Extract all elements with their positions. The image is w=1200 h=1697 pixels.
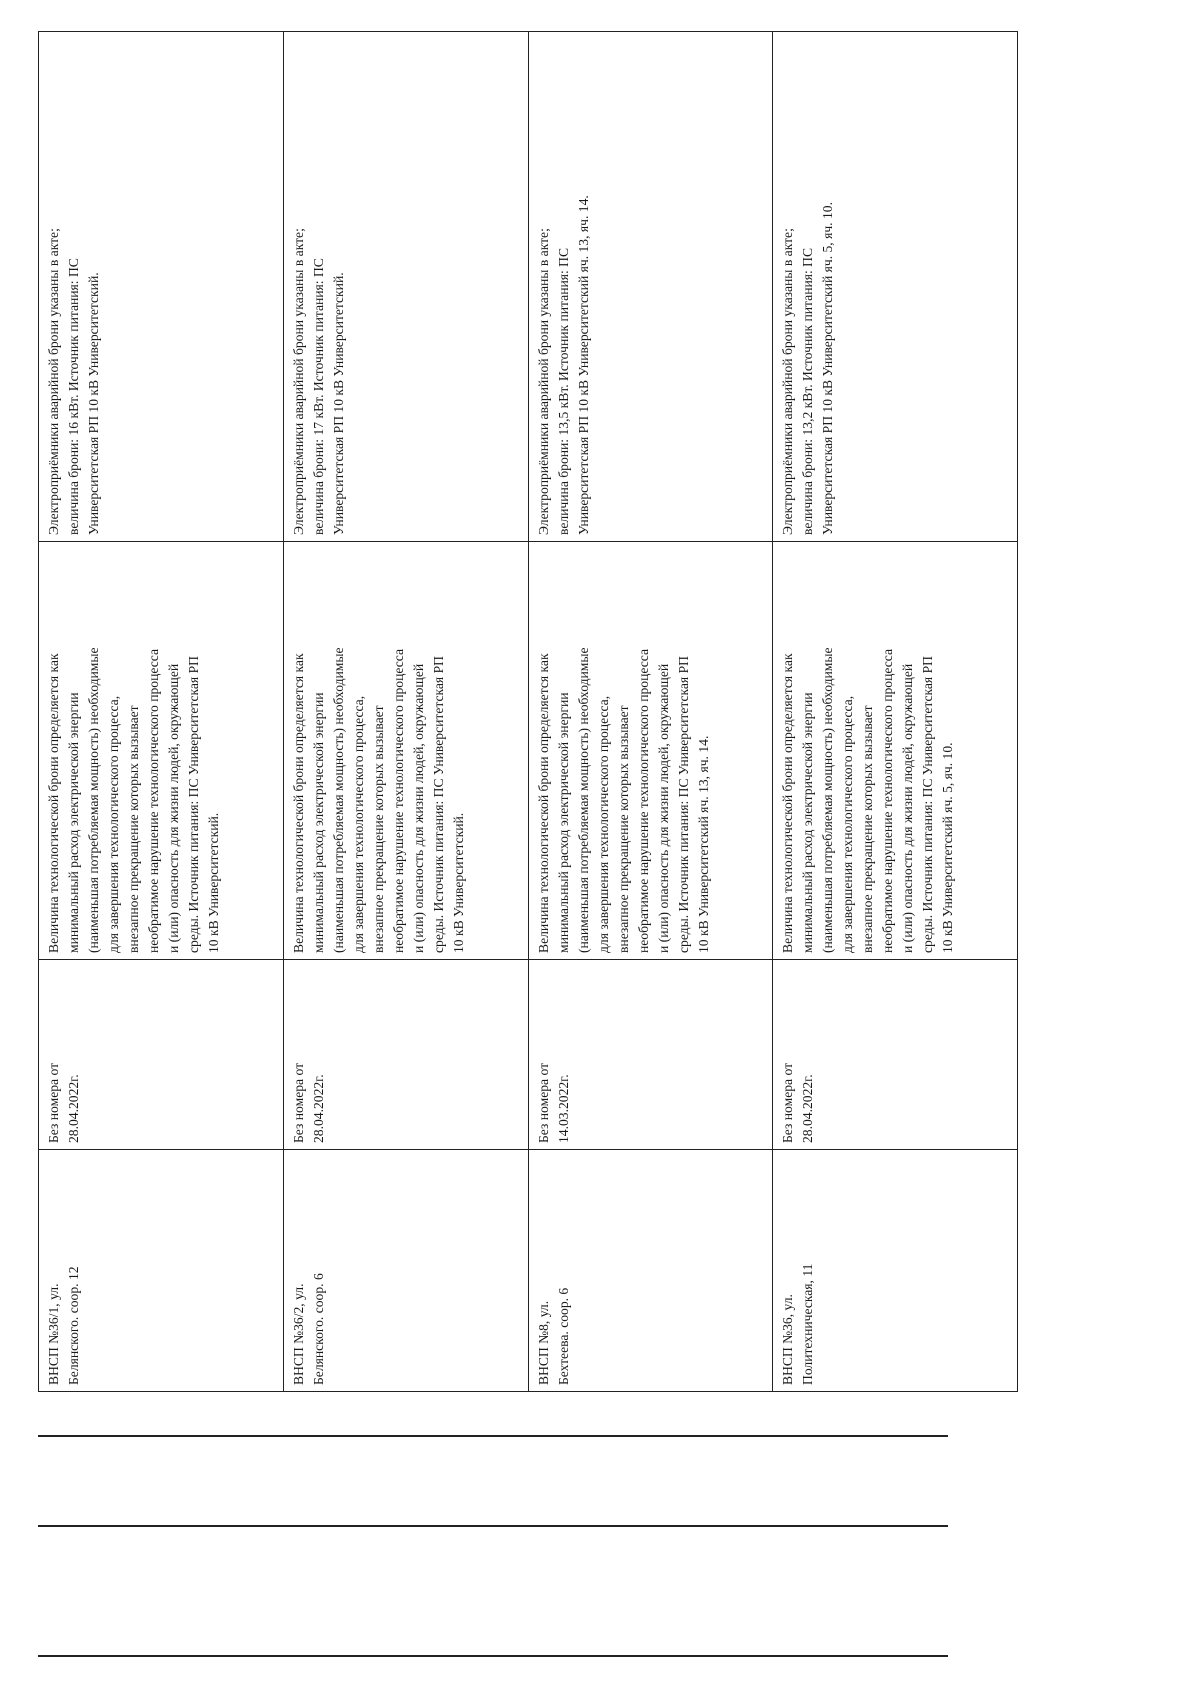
tech-reserve-cell: Величина технологической брони определяется как минимальный расход электрической энергии (наименьшая потребляемая мощность) необходимые для завершения технологического процесса, внезапное прекращение которых вызывает необратимое нарушение технологического процесса и (или) опасность для жизни людей, окружающей среды. Источник питания: ПС Университетская РП 10 кВ Университетский. (283, 542, 528, 960)
tech-reserve-cell: Величина технологической брони определяется как минимальный расход электрической энергии (наименьшая потребляемая мощность) необходимые для завершения технологического процесса, внезапное прекращение которых вызывает необратимое нарушение технологического процесса и (или) опасность для жизни людей, окружающей среды. Источник питания: ПС Университетская РП 10 кВ Университетский яч. 5, яч. 10. (773, 542, 1018, 960)
emergency-reserve-cell: Электроприёмники аварийной брони указаны в акте; величина брони: 17 кВт. Источник питания: ПС Университетская РП 10 кВ Университетский. (283, 32, 528, 542)
emergency-reserve-cell: Электроприёмники аварийной брони указаны в акте; величина брони: 16 кВт. Источник питания: ПС Университетская РП 10 кВ Университетский. (39, 32, 284, 542)
table-row (39, 32, 284, 1392)
act-cell: Без номера от 28.04.2022г. (39, 960, 284, 1150)
tech-reserve-cell: Величина технологической брони определяется как минимальный расход электрической энергии (наименьшая потребляемая мощность) необходимые для завершения технологического процесса, внезапное прекращение которых вызывает необратимое нарушение технологического процесса и (или) опасность для жизни людей, окружающей среды. Источник питания: ПС Университетская РП 10 кВ Университетский яч. 13, яч. 14. (528, 542, 773, 960)
object-cell: ВНСП №36, ул. Политехническая, 11 (773, 1150, 1018, 1392)
signature-line (38, 1656, 948, 1658)
signature-line (38, 1436, 948, 1438)
table-row (283, 32, 528, 1392)
emergency-reserve-cell: Электроприёмники аварийной брони указаны в акте; величина брони: 13,5 кВт. Источник питания: ПС Университетская РП 10 кВ Университетский яч. 13, яч. 14. (528, 32, 773, 542)
act-cell: Без номера от 28.04.2022г. (773, 960, 1018, 1150)
object-cell: ВНСП №36/1, ул. Белянского. соор. 12 (39, 1150, 284, 1392)
object-cell: ВНСП №8, ул. Бехтеева. соор. 6 (528, 1150, 773, 1392)
signature-line (38, 1526, 948, 1528)
act-cell: Без номера от 28.04.2022г. (283, 960, 528, 1150)
object-cell: ВНСП №36/2, ул. Белянского. соор. 6 (283, 1150, 528, 1392)
table-row (773, 32, 1018, 1392)
tech-reserve-cell: Величина технологической брони определяется как минимальный расход электрической энергии (наименьшая потребляемая мощность) необходимые для завершения технологического процесса, внезапное прекращение которых вызывает необратимое нарушение технологического процесса и (или) опасность для жизни людей, окружающей среды. Источник питания: ПС Университетская РП 10 кВ Университетский. (39, 542, 284, 960)
act-cell: Без номера от 14.03.2022г. (528, 960, 773, 1150)
table-row (528, 32, 773, 1392)
emergency-reserve-cell: Электроприёмники аварийной брони указаны в акте; величина брони: 13,2 кВт. Источник питания: ПС Университетская РП 10 кВ Университетский яч. 5, яч. 10. (773, 32, 1018, 542)
power-reserve-table (38, 31, 1018, 1392)
